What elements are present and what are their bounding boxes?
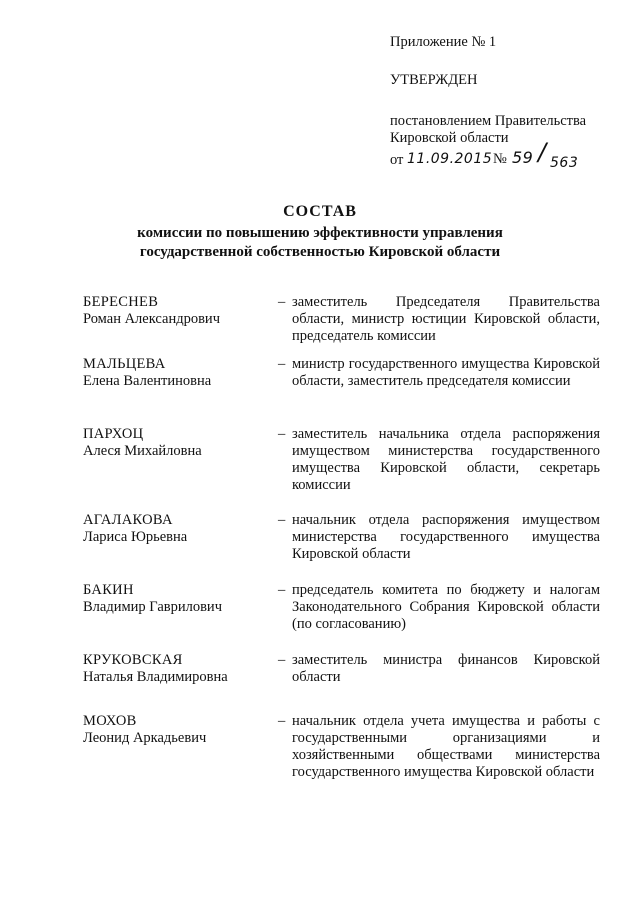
member-surname: АГАЛАКОВА bbox=[83, 512, 173, 528]
member-surname: БЕРЕСНЕВ bbox=[83, 294, 159, 310]
decree-number-part1: 59 bbox=[512, 148, 534, 167]
member-dash: – bbox=[278, 512, 286, 528]
member-dash: – bbox=[278, 582, 286, 598]
decree-line-1: постановлением Правительства bbox=[390, 113, 587, 129]
appendix-label: Приложение № 1 bbox=[390, 34, 497, 50]
member-given-name: Владимир Гаврилович bbox=[83, 599, 222, 615]
title-line-2: государственной собственностью Кировской области bbox=[139, 244, 501, 260]
member-given-name: Алеся Михайловна bbox=[83, 443, 202, 459]
member-surname: МАЛЬЦЕВА bbox=[83, 356, 166, 372]
number-sign: № bbox=[493, 151, 507, 167]
title-line-1: комиссии по повышению эффективности управления bbox=[137, 225, 503, 241]
member-surname: КРУКОВСКАЯ bbox=[83, 652, 183, 668]
member-given-name: Леонид Аркадьевич bbox=[83, 730, 207, 746]
approved-label: УТВЕРЖДЕН bbox=[390, 72, 478, 88]
member-given-name: Наталья Владимировна bbox=[83, 669, 228, 685]
member-role: начальник отдела распоряжения имуществом министерства государственного имущества Кировской области bbox=[292, 512, 600, 562]
member-dash: – bbox=[278, 426, 286, 442]
decree-line-2: Кировской области bbox=[390, 130, 509, 146]
decree-number-part2: 563 bbox=[550, 155, 579, 171]
member-surname: ПАРХОЦ bbox=[83, 426, 144, 442]
title-heading: СОСТАВ bbox=[283, 203, 357, 220]
member-role: заместитель Председателя Правительства области, министр юстиции Кировской области, председатель комиссии bbox=[292, 294, 600, 344]
member-dash: – bbox=[278, 356, 286, 372]
member-dash: – bbox=[278, 294, 286, 310]
member-role: заместитель министра финансов Кировской области bbox=[292, 652, 600, 685]
member-role: заместитель начальника отдела распоряжения имуществом министерства государственного имущества Кировской области, секретарь комиссии bbox=[292, 426, 600, 493]
member-given-name: Лариса Юрьевна bbox=[83, 529, 188, 545]
member-given-name: Елена Валентиновна bbox=[83, 373, 212, 389]
member-dash: – bbox=[278, 713, 286, 729]
member-role: начальник отдела учета имущества и работы с государственными организациями и хозяйственными обществами министерства государственного имущества Кировской области bbox=[292, 713, 600, 780]
document-title bbox=[0, 202, 640, 262]
number-separator: / bbox=[538, 138, 547, 166]
member-dash: – bbox=[278, 652, 286, 668]
decree-date: 11.09.2015 bbox=[407, 151, 493, 167]
member-given-name: Роман Александрович bbox=[83, 311, 220, 327]
member-surname: БАКИН bbox=[83, 582, 134, 598]
member-role: министр государственного имущества Кировской области, заместитель председателя комиссии bbox=[292, 356, 600, 389]
member-surname: МОХОВ bbox=[83, 713, 137, 729]
member-role: председатель комитета по бюджету и налогам Законодательного Собрания Кировской области (по согласованию) bbox=[292, 582, 600, 632]
date-prefix: от bbox=[390, 152, 404, 168]
approval-block bbox=[390, 34, 630, 170]
